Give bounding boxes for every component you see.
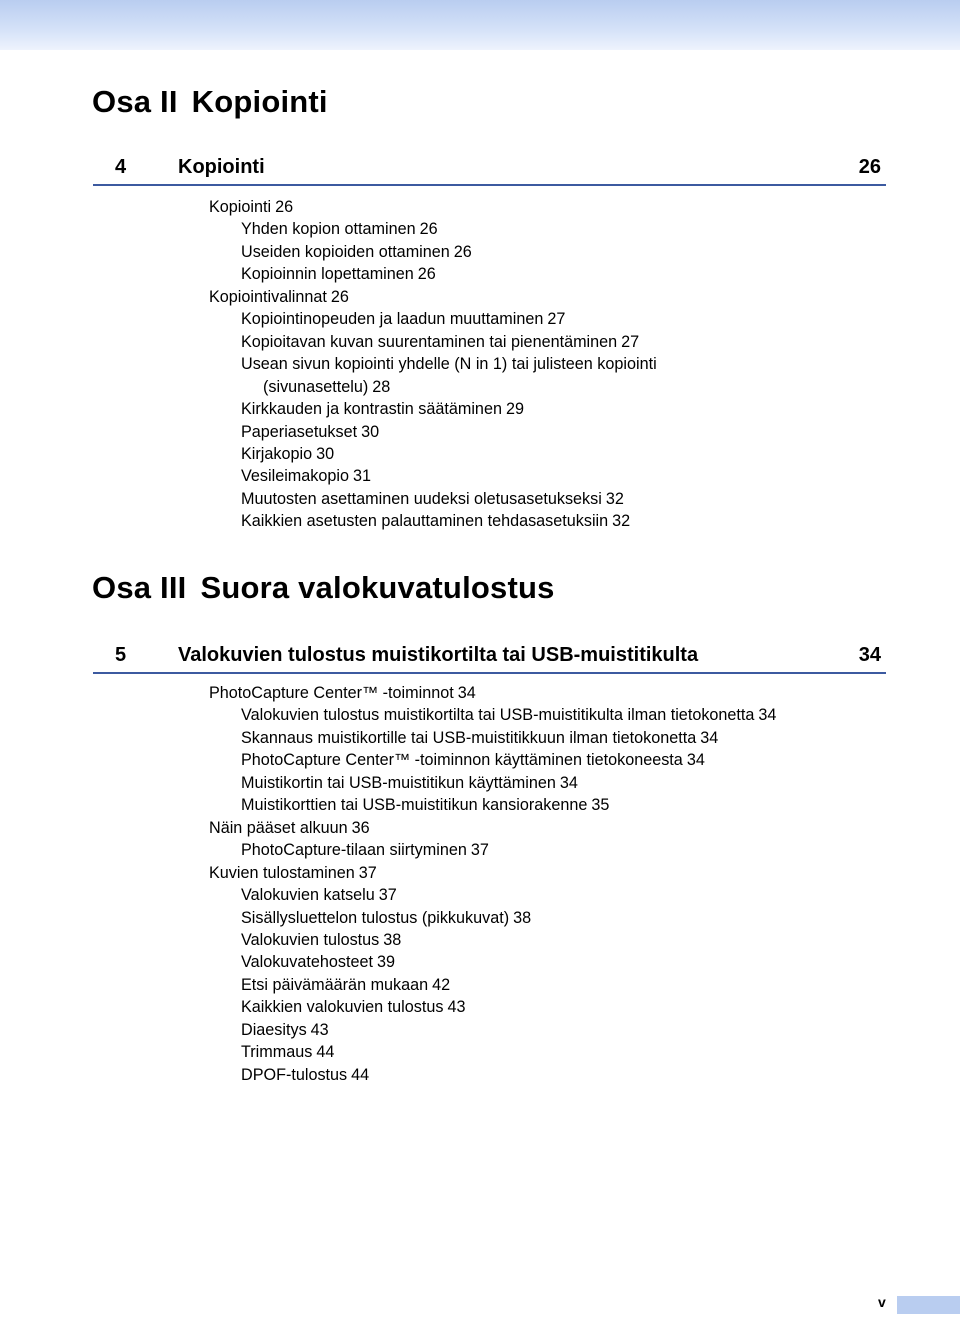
toc-entry-text: Kopiointinopeuden ja laadun muuttaminen — [241, 310, 544, 329]
toc-entry-page: 38 — [383, 930, 402, 949]
toc-entry-text: Näin pääset alkuun — [209, 818, 348, 837]
toc-entry-page: 26 — [453, 242, 472, 261]
toc-entry-text: Kopiointivalinnat — [209, 287, 327, 306]
toc-entry-page: 42 — [432, 975, 451, 994]
toc-entry-page: 30 — [316, 444, 335, 463]
toc-entry-page: 32 — [605, 489, 624, 508]
page-number: v — [878, 1294, 886, 1310]
toc-entry-text: Kopioitavan kuvan suurentaminen tai pienentäminen — [241, 332, 618, 351]
corner-tab — [897, 1296, 960, 1314]
toc-entry-page: 37 — [358, 863, 377, 882]
toc-entry-page: 30 — [361, 422, 380, 441]
chapter-page: 26 — [858, 156, 881, 178]
chapter-heading-4[interactable] — [93, 150, 886, 186]
part-title-osa-ii: Osa II Kopiointi — [92, 84, 328, 119]
toc-entry-text[interactable]: Usean sivun kopiointi yhdelle (N in 1) tai julisteen kopiointi — [241, 355, 657, 374]
chapter-heading-5[interactable] — [93, 638, 886, 674]
chapter-title: Valokuvien tulostus muistikortilta tai USB-muistitikulta — [178, 644, 699, 666]
toc-entry-text: Sisällysluettelon tulostus (pikkukuvat) — [241, 908, 510, 927]
toc-entry-text: PhotoCapture-tilaan siirtyminen — [241, 841, 467, 860]
toc-entry-page: 39 — [377, 953, 396, 972]
toc-entry-text: Kirjakopio — [241, 444, 313, 463]
toc-entry-text: Etsi päivämäärän mukaan — [241, 975, 429, 994]
toc-entry-text: Valokuvien katselu — [241, 886, 375, 905]
toc-entry-text: Muistikortin tai USB-muistitikun käyttäminen — [241, 773, 556, 792]
toc-entry-page: 32 — [612, 512, 631, 531]
toc-entry-page: 26 — [330, 287, 349, 306]
toc-entry-text: Muutosten asettaminen uudeksi oletusasetukseksi — [241, 489, 602, 508]
toc-entry-text: Kopiointi — [209, 198, 272, 216]
toc-entry-text: Paperiasetukset — [241, 422, 358, 441]
toc-entry-page: 34 — [559, 773, 578, 792]
toc-entry-page: 36 — [351, 818, 370, 837]
chapter-title: Kopiointi — [178, 156, 265, 178]
toc-entry-page: 43 — [310, 1020, 329, 1039]
toc-entry-text: Vesileimakopio — [241, 467, 349, 486]
toc-entry-text: Kaikkien asetusten palauttaminen tehdasasetuksiin — [241, 512, 609, 531]
chapter-page: 34 — [858, 644, 881, 666]
toc-entry-text: Skannaus muistikortille tai USB-muistitikkuun ilman tietokonetta — [241, 728, 697, 747]
toc-entry-text: (sivunasettelu) — [263, 377, 369, 396]
toc-entry-text: Useiden kopioiden ottaminen — [241, 242, 450, 261]
toc-entry-page: 44 — [316, 1043, 335, 1062]
toc-entry-page: 34 — [686, 751, 705, 770]
toc-entry-text: Trimmaus — [241, 1043, 313, 1062]
toc-entry-text: Kuvien tulostaminen — [209, 863, 355, 882]
toc-entry-page: 27 — [621, 332, 640, 351]
toc-entry-text: PhotoCapture Center™ -toiminnon käyttäminen tietokoneesta — [241, 751, 683, 770]
toc-entry-page: 26 — [417, 265, 436, 284]
toc-entry-page: 38 — [513, 908, 532, 927]
part-title-osa-iii: Osa III Suora valokuvatulostus — [92, 570, 555, 605]
toc-entry-text: Valokuvien tulostus — [241, 930, 380, 949]
toc-entry-page: 26 — [419, 220, 438, 239]
toc-entry-text: PhotoCapture Center™ -toiminnot — [209, 684, 454, 702]
toc-entry-page: 31 — [352, 467, 371, 486]
toc-entry-text: Valokuvien tulostus muistikortilta tai USB-muistitikulta ilman tietokonetta — [241, 706, 755, 725]
toc-entry-page: 35 — [591, 796, 610, 815]
toc-entry-text: Muistikorttien tai USB-muistitikun kansiorakenne — [241, 796, 588, 815]
toc-entry-page: 26 — [275, 198, 294, 216]
toc-entry-page: 37 — [470, 841, 489, 860]
toc-entry-text: Kaikkien valokuvien tulostus — [241, 998, 444, 1017]
toc-entry-page: 34 — [457, 684, 476, 702]
toc-entry-text: Kopioinnin lopettaminen — [241, 265, 414, 284]
toc-entry-text: Yhden kopion ottaminen — [241, 220, 416, 239]
toc-entry-page: 34 — [700, 728, 719, 747]
toc-entry-page: 44 — [351, 1065, 370, 1084]
header-band — [0, 0, 960, 50]
toc-entry-page: 37 — [378, 886, 397, 905]
toc-entry-text: Diaesitys — [241, 1020, 307, 1039]
chapter-number: 5 — [115, 644, 127, 666]
toc-entry-page: 27 — [547, 310, 566, 329]
chapter-number: 4 — [115, 156, 127, 178]
toc-entry-page: 34 — [758, 706, 777, 725]
toc-entry-page: 43 — [447, 998, 466, 1017]
toc-entry-text: Kirkkauden ja kontrastin säätäminen — [241, 400, 502, 419]
toc-entry-page: 28 — [372, 377, 391, 396]
toc-entry-text: DPOF-tulostus — [241, 1065, 348, 1084]
toc-entry-page: 29 — [505, 400, 524, 419]
toc-entry-text: Valokuvatehosteet — [241, 953, 373, 972]
